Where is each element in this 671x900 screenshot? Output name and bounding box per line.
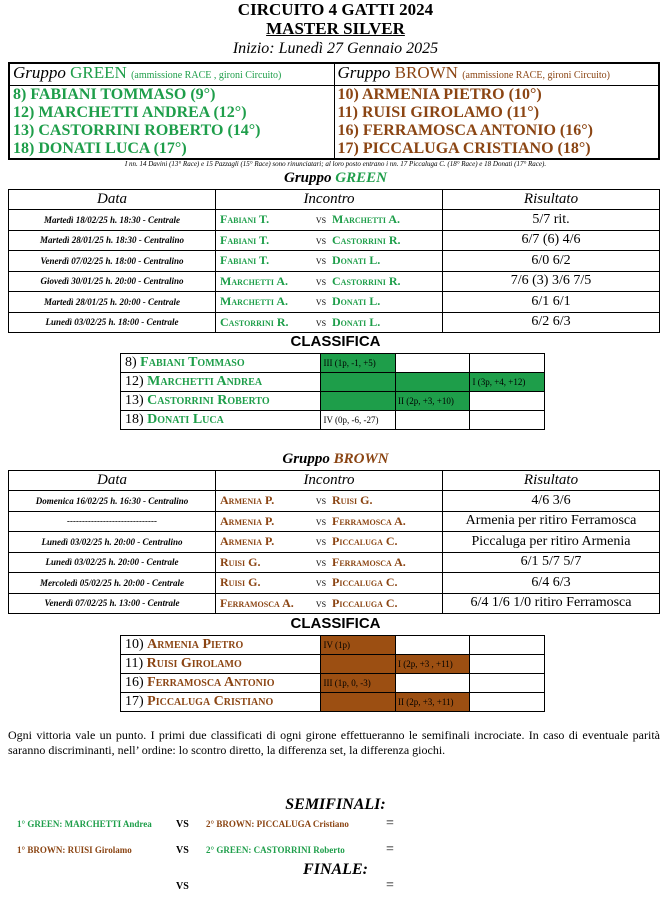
standing-name: Castorrini Roberto: [147, 393, 270, 408]
standing-name: Fabiani Tommaso: [140, 355, 245, 370]
player-1: Armenia P.: [220, 513, 275, 528]
match-date: Martedì 18/02/25 h. 18:30 - Centrale: [9, 210, 216, 231]
match-result: 4/6 3/6: [443, 491, 660, 512]
match-result: 7/6 (3) 3/6 7/5: [443, 271, 660, 292]
match-date: Domenica 16/02/25 h. 16:30 - Centralino: [9, 491, 216, 512]
group-label: Gruppo: [282, 451, 330, 467]
column-header-result: Risultato: [443, 190, 660, 210]
vs-label: vs: [315, 597, 327, 610]
group-label: Gruppo: [284, 170, 332, 186]
match-players: [216, 251, 443, 272]
match-result: 6/1 5/7 5/7: [443, 552, 660, 573]
standing-row: [121, 392, 545, 411]
semi1-vs: VS: [176, 819, 189, 830]
player-1: Ferramosca A.: [220, 595, 294, 610]
player-1: Marchetti A.: [220, 294, 289, 309]
match-date: Martedì 28/01/25 h. 20:00 - Centrale: [9, 292, 216, 313]
group-label: Gruppo: [13, 63, 66, 82]
match-players: [216, 532, 443, 553]
semi1-left: 1° GREEN: MARCHETTI Andrea: [17, 819, 152, 829]
match-date: Venerdì 07/02/25 h. 13:00 - Centrale: [9, 593, 216, 614]
match-players: [216, 292, 443, 313]
player-entry: 16) FERRAMOSCA ANTONIO (16°): [337, 122, 593, 139]
player-entry: 18) DONATI LUCA (17°): [13, 140, 187, 157]
vs-label: vs: [315, 255, 327, 268]
standing-cell: [321, 693, 396, 712]
standing-player: [121, 674, 321, 693]
standing-cell: I (2p, +3 , +11): [395, 655, 470, 674]
standing-cell: II (2p, +3, +11): [395, 693, 470, 712]
standing-player: [121, 392, 321, 411]
standing-cell: [395, 373, 470, 392]
player-2: Castorrini R.: [332, 232, 401, 247]
match-players: [216, 511, 443, 532]
player-1: Fabiani T.: [220, 232, 270, 247]
standing-cell: [470, 655, 545, 674]
group-label: Gruppo: [337, 63, 391, 82]
match-result: 6/4 1/6 1/0 ritiro Ferramosca: [443, 593, 660, 614]
vs-label: vs: [315, 495, 327, 508]
standing-player: [121, 693, 321, 712]
standing-player: [121, 411, 321, 430]
standing-name: Ruisi Girolamo: [146, 656, 242, 671]
vs-label: vs: [315, 316, 327, 329]
standing-cell: [321, 655, 396, 674]
match-row: [9, 491, 660, 512]
standing-cell: [395, 636, 470, 655]
final-row: [17, 878, 394, 894]
standing-row: [121, 693, 545, 712]
semi1-right: 2° BROWN: PICCALUGA Cristiano: [206, 819, 349, 829]
match-result: Armenia per ritiro Ferramosca: [443, 511, 660, 532]
standing-cell: [470, 636, 545, 655]
match-result: 6/2 6/3: [443, 312, 660, 333]
match-players: [216, 271, 443, 292]
column-header-result: Risultato: [443, 471, 660, 491]
vs-label: vs: [315, 275, 327, 288]
standing-cell: IV (1p): [321, 636, 396, 655]
standing-player: [121, 354, 321, 373]
standing-player: [121, 373, 321, 392]
standing-cell: IV (0p, -6, -27): [321, 411, 396, 430]
standing-player: [121, 655, 321, 674]
standing-cell: III (1p, -1, +5): [321, 354, 396, 373]
standing-cell: [470, 674, 545, 693]
match-date: Venerdì 07/02/25 h. 18:00 - Centralino: [9, 251, 216, 272]
standing-row: [121, 373, 545, 392]
vs-label: vs: [315, 296, 327, 309]
standing-cell: [470, 354, 545, 373]
group-brown-note: (ammissione RACE, gironi Circuito): [462, 70, 610, 81]
final-vs: VS: [176, 881, 189, 892]
match-row: [9, 230, 660, 251]
semi2-vs: VS: [176, 845, 189, 856]
match-players: [216, 552, 443, 573]
match-date: Lunedì 03/02/25 h. 18:00 - Centrale: [9, 312, 216, 333]
match-players: [216, 210, 443, 231]
match-row: [9, 210, 660, 231]
standing-number: 17): [125, 694, 148, 709]
standing-number: 13): [125, 393, 148, 408]
doc-title: CIRCUITO 4 GATTI 2024: [237, 0, 434, 19]
player-2: Ferramosca A.: [332, 513, 406, 528]
match-row: [9, 573, 660, 594]
standing-name: Donati Luca: [147, 412, 224, 427]
standing-row: [121, 674, 545, 693]
standing-number: 12): [125, 374, 148, 389]
final-result: =: [386, 878, 394, 893]
match-result: 6/0 6/2: [443, 251, 660, 272]
vs-label: vs: [315, 234, 327, 247]
standing-cell: III (1p, 0, -3): [321, 674, 396, 693]
vs-label: vs: [315, 556, 327, 569]
player-2: Ruisi G.: [332, 493, 373, 508]
green-classifica-title: CLASSIFICA: [290, 333, 381, 350]
match-players: [216, 312, 443, 333]
brown-section-title: [0, 451, 671, 468]
player-1: Armenia P.: [220, 493, 275, 508]
match-players: [216, 593, 443, 614]
standing-row: [121, 411, 545, 430]
standing-cell: I (3p, +4, +12): [470, 373, 545, 392]
green-standings-table: [120, 353, 545, 430]
player-entry: 17) PICCALUGA CRISTIANO (18°): [337, 140, 591, 157]
match-date: Giovedì 30/01/25 h. 20:00 - Centralino: [9, 271, 216, 292]
match-result: Piccaluga per ritiro Armenia: [443, 532, 660, 553]
group-brown-name: BROWN: [394, 63, 458, 82]
column-header-date: Data: [9, 471, 216, 491]
match-date: Lunedì 03/02/25 h. 20:00 - Centrale: [9, 552, 216, 573]
player-1: Ruisi G.: [220, 575, 261, 590]
final-title: FINALE:: [303, 861, 368, 878]
green-matches-table: [8, 189, 660, 333]
match-row: [9, 552, 660, 573]
standing-row: [121, 655, 545, 674]
standing-number: 8): [125, 355, 141, 370]
group-brown-name: BROWN: [333, 451, 389, 467]
player-entry: 11) RUISI GIROLAMO (11°): [337, 104, 540, 121]
header-row: [9, 471, 660, 491]
vs-label: vs: [315, 536, 327, 549]
standing-cell: II (2p, +3, +10): [395, 392, 470, 411]
vs-label: vs: [315, 214, 327, 227]
player-1: Armenia P.: [220, 534, 275, 549]
match-players: [216, 230, 443, 251]
semifinal-row-2: [17, 842, 394, 858]
match-row: [9, 312, 660, 333]
standing-cell: [395, 411, 470, 430]
standing-cell: [470, 693, 545, 712]
player-1: Fabiani T.: [220, 253, 270, 268]
player-entry: 10) ARMENIA PIETRO (10°): [337, 86, 542, 103]
player-2: Marchetti A.: [332, 212, 401, 227]
semi2-right: 2° GREEN: CASTORRINI Roberto: [206, 845, 345, 855]
groups-table: [8, 62, 660, 160]
player-1: Marchetti A.: [220, 273, 289, 288]
match-row: [9, 251, 660, 272]
player-2: Castorrini R.: [332, 273, 401, 288]
player-2: Donati L.: [332, 314, 381, 329]
brown-players: [334, 86, 659, 160]
standing-number: 16): [125, 675, 148, 690]
group-green-name: GREEN: [70, 63, 127, 82]
vs-label: vs: [315, 577, 327, 590]
green-section-title: [0, 170, 671, 187]
standing-cell: [321, 392, 396, 411]
column-header-date: Data: [9, 190, 216, 210]
match-players: [216, 573, 443, 594]
header-row: [9, 190, 660, 210]
match-row: [9, 292, 660, 313]
standing-number: 18): [125, 412, 148, 427]
match-result: 6/7 (6) 4/6: [443, 230, 660, 251]
vs-label: vs: [315, 515, 327, 528]
rules-text: Ogni vittoria vale un punto. I primi due classificati di ogni girone effettueranno le semifinali incrociate. In caso di eventuale parità saranno discriminanti, nell’ ordine: lo scontro diretto, la differenza set, la differenza giochi.: [8, 728, 660, 757]
standing-row: [121, 636, 545, 655]
group-green-note: (ammissione RACE , gironi Circuito): [131, 70, 282, 81]
semi2-result: =: [386, 842, 394, 857]
standing-cell: [395, 354, 470, 373]
standing-cell: [321, 373, 396, 392]
match-date: Mercoledì 05/02/25 h. 20:00 - Centrale: [9, 573, 216, 594]
player-2: Donati L.: [332, 294, 381, 309]
player-entry: 12) MARCHETTI ANDREA (12°): [13, 104, 247, 121]
player-1: Castorrini R.: [220, 314, 289, 329]
match-row: [9, 271, 660, 292]
semi1-result: =: [386, 816, 394, 831]
standing-cell: [395, 674, 470, 693]
standing-cell: [470, 392, 545, 411]
player-entry: 13) CASTORRINI ROBERTO (14°): [13, 122, 261, 139]
match-result: 5/7 rit.: [443, 210, 660, 231]
match-result: 6/4 6/3: [443, 573, 660, 594]
footnote: I nn. 14 Davini (13° Race) e 15 Pazzagli (15° Race) sono rinunciatari; al loro posto entrano i nn. 17 Piccaluga C. (18° Race) e 18 Donati (17° Race).: [124, 160, 547, 168]
standing-name: Piccaluga Cristiano: [147, 694, 274, 709]
column-header-match: Incontro: [216, 190, 443, 210]
player-2: Ferramosca A.: [332, 554, 406, 569]
standing-cell: [470, 411, 545, 430]
brown-matches-table: [8, 470, 660, 614]
green-players: [9, 86, 334, 160]
player-entry: 8) FABIANI TOMMASO (9°): [13, 86, 216, 103]
match-date: Lunedì 03/02/25 h. 20:00 - Centralino: [9, 532, 216, 553]
player-2: Piccaluga C.: [332, 575, 398, 590]
semifinal-row-1: [17, 816, 394, 832]
player-1: Ruisi G.: [220, 554, 261, 569]
standing-name: Marchetti Andrea: [147, 374, 263, 389]
match-date: ------------------------------: [9, 511, 216, 532]
semi2-left: 1° BROWN: RUISI Girolamo: [17, 845, 132, 855]
column-header-match: Incontro: [216, 471, 443, 491]
match-players: [216, 491, 443, 512]
group-green-name: GREEN: [335, 170, 387, 186]
match-date: Martedì 28/01/25 h. 18:30 - Centralino: [9, 230, 216, 251]
brown-classifica-title: CLASSIFICA: [290, 615, 381, 632]
match-row: [9, 511, 660, 532]
doc-subtitle: MASTER SILVER: [266, 19, 405, 38]
standing-player: [121, 636, 321, 655]
standing-name: Armenia Pietro: [147, 637, 244, 652]
player-2: Piccaluga C.: [332, 534, 398, 549]
start-date: Inizio: Lunedì 27 Gennaio 2025: [232, 40, 439, 57]
standing-number: 11): [125, 656, 147, 671]
player-1: Fabiani T.: [220, 212, 270, 227]
standing-name: Ferramosca Antonio: [147, 675, 275, 690]
player-2: Piccaluga C.: [332, 595, 398, 610]
match-result: 6/1 6/1: [443, 292, 660, 313]
brown-standings-table: [120, 635, 545, 712]
match-row: [9, 532, 660, 553]
standing-row: [121, 354, 545, 373]
player-2: Donati L.: [332, 253, 381, 268]
standing-number: 10): [125, 637, 148, 652]
match-row: [9, 593, 660, 614]
semifinals-title: SEMIFINALI:: [285, 796, 386, 813]
